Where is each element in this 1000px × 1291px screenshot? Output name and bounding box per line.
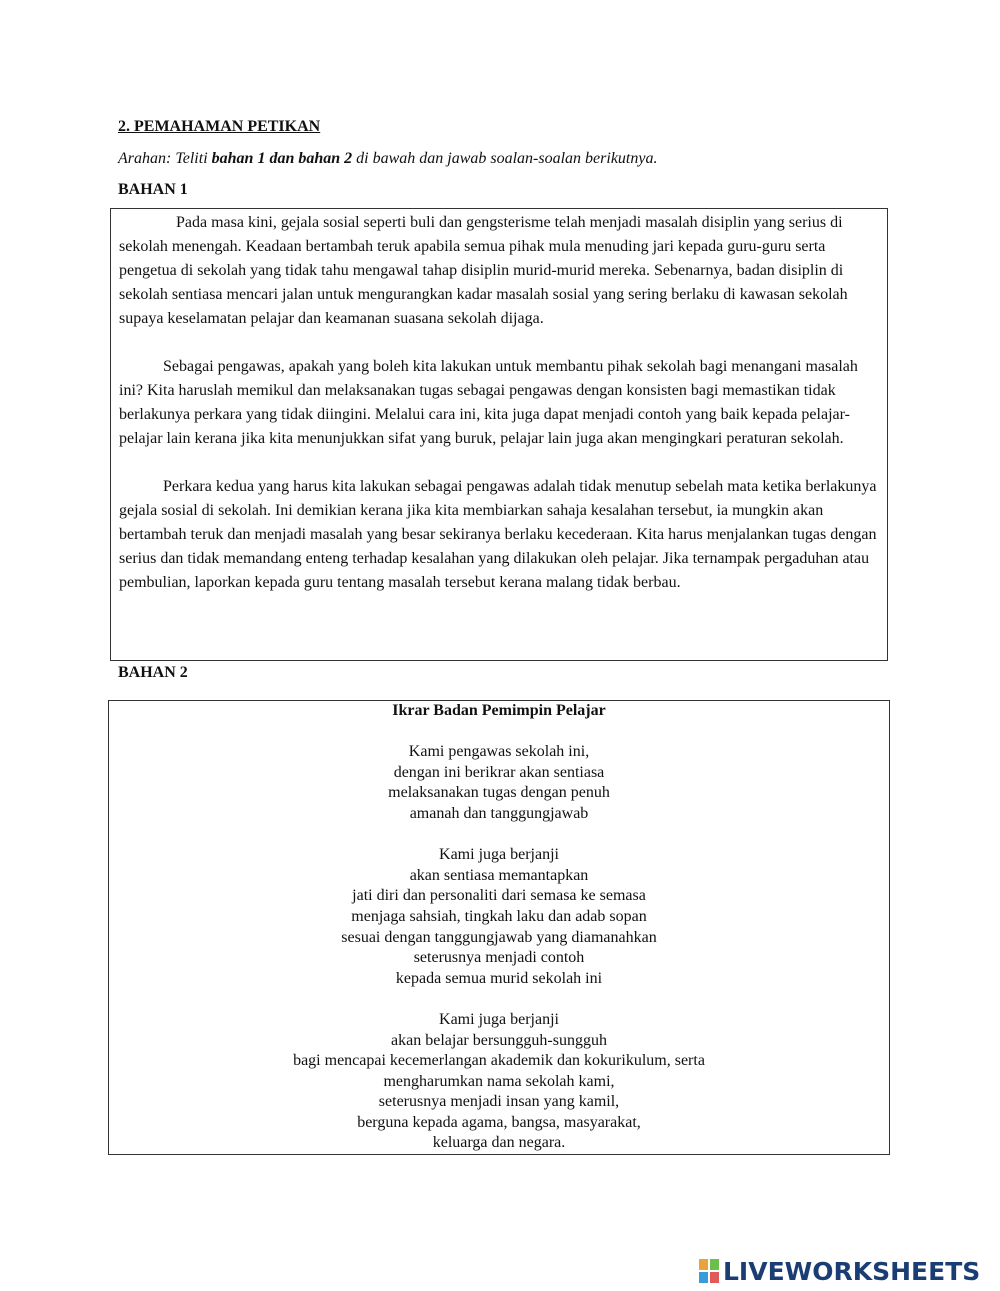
instruction-prefix: Arahan: Teliti (118, 150, 212, 167)
pledge-line: sesuai dengan tanggungjawab yang diamanahkan (341, 928, 657, 946)
pledge-line: dengan ini berikrar akan sentiasa (393, 763, 605, 781)
pledge-title: Ikrar Badan Pemimpin Pelajar (392, 702, 606, 719)
pledge-line: menjaga sahsiah, tingkah laku dan adab sopan (351, 907, 647, 925)
bahan1-paragraph-2: Sebagai pengawas, apakah yang boleh kita lakukan untuk membantu pihak sekolah bagi menangani masalah ini? Kita haruslah memikul dan melaksanakan tugas sebagai pengawas dengan konsisten bagi memastikan tidak berlakunya perkara yang tidak diingini. Melalui cara ini, kita juga dapat menjadi contoh yang baik kepada pelajar- pelajar lain kerana jika kita menunjukkan sifat yang buruk, pelajar lain juga akan mengingkari peraturan sekolah. (119, 358, 858, 447)
logo-block-2 (709, 1258, 720, 1271)
liveworksheets-logo-icon (698, 1258, 720, 1284)
pledge-line: seterusnya menjadi contoh (413, 949, 585, 967)
bahan1-paragraph-1: Pada masa kini, gejala sosial seperti buli dan gengsterisme telah menjadi masalah disiplin yang serius di sekolah menengah. Keadaan bertambah teruk apabila semua pihak mula menuding jari kepada guru-guru serta pengetua di sekolah yang tidak tahu mengawal tahap disiplin murid-murid mereka. Sebenarnya, badan disiplin di sekolah sentiasa mencari jalan untuk mengurangkan kadar masalah sosial yang sering berlaku di kawasan sekolah supaya keselamatan pelajar dan keamanan suasana sekolah dijaga. (119, 214, 848, 327)
pledge-line: akan sentiasa memantapkan (409, 866, 589, 884)
pledge-line: akan belajar bersungguh-sungguh (391, 1031, 607, 1049)
pledge-line: Kami juga berjanji (439, 846, 559, 864)
bahan1-label: BAHAN 1 (118, 181, 188, 198)
bahan2-pledge-box (108, 700, 890, 1155)
pledge-line: mengharumkan nama sekolah kami, (383, 1072, 615, 1090)
pledge-stanza-2 (109, 845, 889, 989)
liveworksheets-logo (698, 1256, 980, 1286)
instruction (118, 150, 657, 168)
pledge-line: Kami juga berjanji (439, 1010, 559, 1028)
pledge-line: seterusnya menjadi insan yang kamil, (378, 1093, 620, 1111)
pledge-line: bagi mencapai kecemerlangan akademik dan kokurikulum, serta (293, 1052, 705, 1070)
pledge-line: Kami pengawas sekolah ini, (408, 743, 590, 761)
logo-block-1 (698, 1258, 709, 1271)
pledge-line: melaksanakan tugas dengan penuh (388, 784, 610, 802)
liveworksheets-brand-text: LIVEWORKSHEETS (723, 1256, 981, 1286)
pledge-stanza-1 (109, 742, 889, 824)
logo-block-4 (709, 1271, 720, 1284)
pledge-stanza-3 (109, 1010, 889, 1154)
bahan2-label: BAHAN 2 (118, 664, 188, 681)
instruction-bold: bahan 1 dan bahan 2 (211, 150, 353, 167)
section-title: 2. PEMAHAMAN PETIKAN (118, 118, 321, 135)
logo-block-3 (698, 1271, 709, 1284)
pledge-line: keluarga dan negara. (432, 1134, 566, 1152)
instruction-suffix: di bawah dan jawab soalan-soalan berikutnya. (352, 150, 658, 167)
bahan1-paragraph-3: Perkara kedua yang harus kita lakukan sebagai pengawas adalah tidak menutup sebelah mata ketika berlakunya gejala sosial di sekolah. Ini demikian kerana jika kita membiarkan sahaja kesalahan tersebut, ia mungkin akan bertambah teruk dan menjadi masalah yang besar sekiranya berlaku kecederaan. Kita harus menjalankan tugas dengan serius dan tidak memandang enteng terhadap kesalahan yang dilakukan oleh pelajar. Jika ternampak pergaduhan atau pembulian, laporkan kepada guru tentang masalah tersebut kerana malang tidak berbau. (119, 478, 877, 591)
pledge-line: berguna kepada agama, bangsa, masyarakat, (357, 1113, 641, 1131)
pledge-line: amanah dan tanggungjawab (409, 804, 589, 822)
pledge-line: kepada semua murid sekolah ini (395, 969, 603, 987)
bahan1-passage-box (110, 208, 888, 661)
pledge-line: jati diri dan personaliti dari semasa ke semasa (352, 887, 646, 905)
